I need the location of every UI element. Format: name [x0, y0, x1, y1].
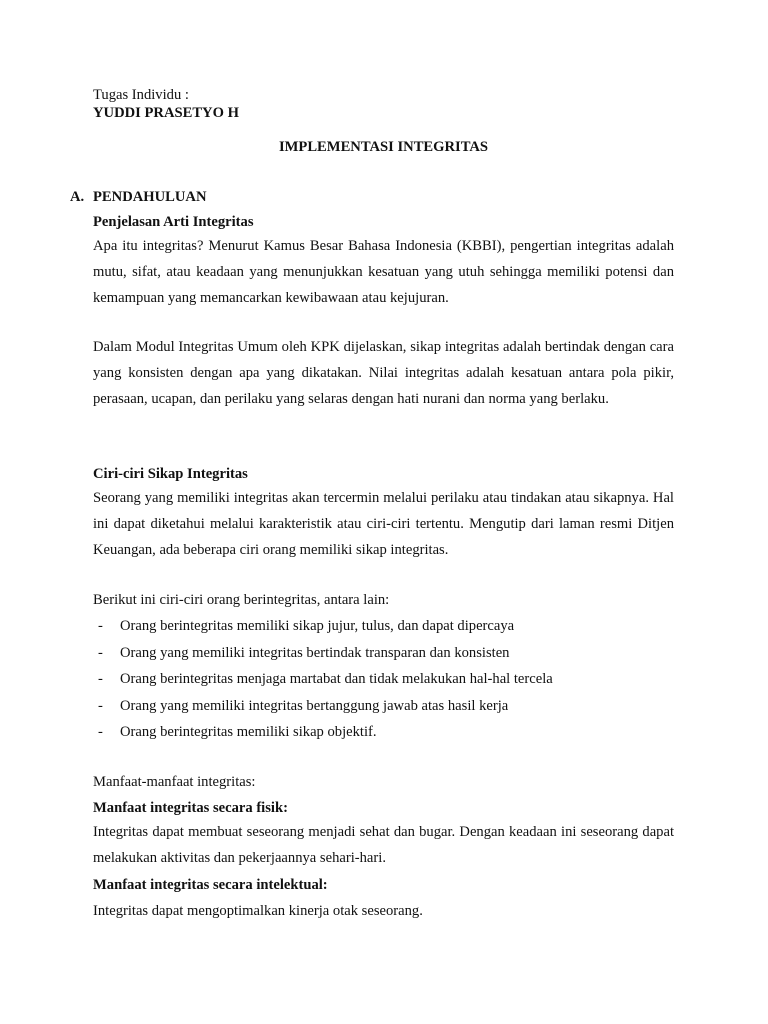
list-item — [93, 697, 553, 724]
dash-bullet: - — [98, 697, 103, 714]
manfaat-intro: Manfaat-manfaat integritas: — [93, 774, 256, 790]
list-item-text: Orang berintegritas memiliki sikap jujur, tulus, dan dapat dipercaya — [120, 618, 515, 634]
subheading-ciri-ciri: Ciri-ciri Sikap Integritas — [93, 466, 248, 482]
dash-bullet: - — [98, 644, 103, 661]
dash-bullet: - — [98, 724, 103, 740]
dash-bullet: - — [98, 671, 103, 687]
paragraph-kbbi: Apa itu integritas? Menurut Kamus Besar Bahasa Indonesia (KBBI), pengertian integritas adalah mutu, sifat, atau keadaan yang menunjukkan kesatuan yang utuh sehingga memiliki potensi dan kemampuan yang memancarkan kewibawaan atau kejujuran. — [93, 238, 674, 306]
dash-bullet: - — [98, 618, 103, 634]
author-name: YUDDI PRASETYO H — [93, 105, 239, 121]
list-item — [93, 723, 553, 750]
subheading-arti-integritas: Penjelasan Arti Integritas — [93, 214, 254, 230]
paragraph-manfaat-fisik: Integritas dapat membuat seseorang menjadi sehat dan bugar. Dengan keadaan ini seseorang dapat melakukan aktivitas dan pekerjaannya sehari-hari. — [93, 824, 674, 866]
paragraph-manfaat-intelektual: Integritas dapat mengoptimalkan kinerja otak seseorang. — [93, 903, 423, 919]
subheading-manfaat-fisik: Manfaat integritas secara fisik: — [93, 800, 288, 816]
list-item-text: Orang yang memiliki integritas bertindak transparan dan konsisten — [120, 644, 510, 661]
paragraph-ciri: Seorang yang memiliki integritas akan tercermin melalui perilaku atau tindakan atau sikapnya. Hal ini dapat diketahui melalui karakteristik atau ciri-ciri tertentu. Mengutip dari laman resmi Ditjen Keuangan, ada beberapa ciri orang memiliki sikap integritas. — [93, 490, 674, 558]
document-title: IMPLEMENTASI INTEGRITAS — [278, 139, 489, 155]
list-item-text: Orang yang memiliki integritas bertanggung jawab atas hasil kerja — [120, 697, 509, 714]
list-item-text: Orang berintegritas menjaga martabat dan tidak melakukan hal-hal tercela — [120, 671, 553, 687]
list-intro: Berikut ini ciri-ciri orang berintegritas, antara lain: — [93, 592, 390, 608]
list-item — [93, 644, 553, 671]
assignment-label: Tugas Individu : — [93, 87, 189, 103]
list-item — [93, 617, 553, 644]
paragraph-kpk: Dalam Modul Integritas Umum oleh KPK dijelaskan, sikap integritas adalah bertindak dengan cara yang konsisten dengan apa yang dikatakan. Nilai integritas adalah kesatuan antara pola pikir, perasaan, ucapan, dan perilaku yang selaras dengan hati nurani dan norma yang berlaku. — [93, 339, 674, 407]
ciri-list — [93, 617, 553, 750]
list-item — [93, 670, 553, 697]
section-marker: A. — [70, 189, 85, 205]
subheading-manfaat-intelektual: Manfaat integritas secara intelektual: — [93, 877, 328, 893]
list-item-text: Orang berintegritas memiliki sikap objektif. — [120, 724, 377, 740]
section-heading: PENDAHULUAN — [93, 189, 207, 205]
